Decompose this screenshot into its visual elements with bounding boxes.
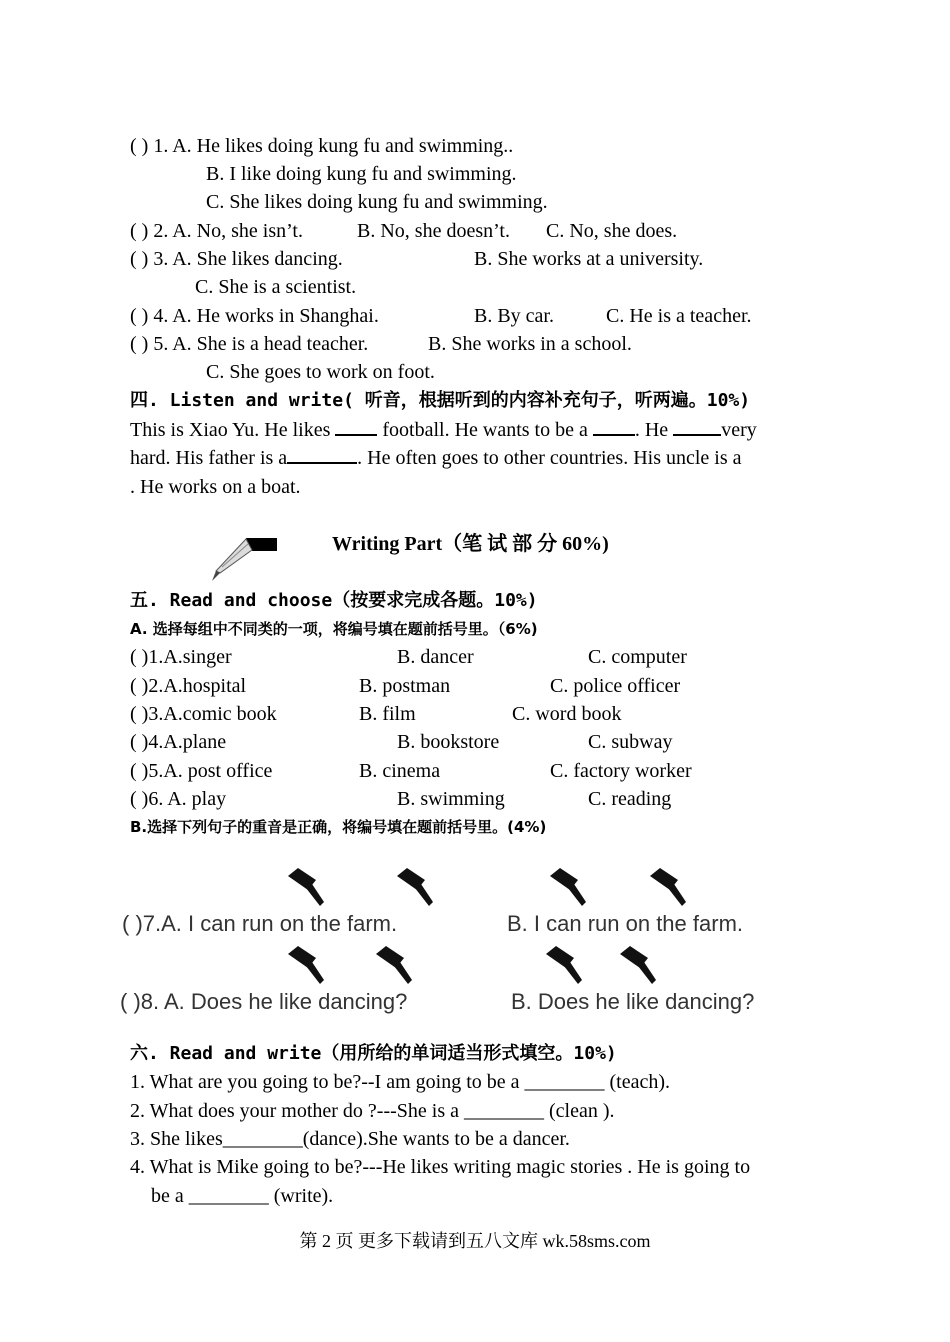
choose-row-3-a: ( )3.A.comic book [130, 703, 277, 725]
section4-heading: 四. Listen and write( 听音，根据听到的内容补充句子，听两遍。10%) [130, 390, 751, 411]
q7-option-b: B. I can run on the farm. [507, 911, 744, 936]
page-footer: 第 2 页 更多下载请到五八文库 wk.58sms.com [299, 1231, 651, 1251]
q1-option-b: B. I like doing kung fu and swimming. [206, 163, 517, 185]
choose-row-2-a: ( )2.A.hospital [130, 675, 247, 697]
q7-option-a: ( )7.A. I can run on the farm. [122, 911, 398, 936]
section6-heading: 六. Read and write（用所给的单词适当形式填空。10%) [130, 1043, 617, 1064]
q3-option-a: ( ) 3. A. She likes dancing. [130, 248, 343, 270]
pen-icon [208, 535, 280, 583]
q1-option-c: C. She likes doing kung fu and swimming. [206, 191, 548, 213]
section6-line4: 4. What is Mike going to be?---He likes writing magic stories . He is going to [130, 1156, 751, 1178]
choose-row-6-c: C. reading [588, 788, 672, 810]
section4-line2: hard. His father is a . He often goes to other countries. His uncle is a [130, 444, 822, 473]
stress-mark-icon [284, 866, 326, 908]
section6-line2: 2. What does your mother do ?---She is a ________ (clean ). [130, 1100, 615, 1122]
q2-option-c: C. No, she does. [546, 220, 678, 242]
stress-mark-icon [284, 944, 326, 986]
section4-line1: This is Xiao Yu. He likes football. He wants to be a . He very [130, 416, 757, 444]
q8-option-b: B. Does he like dancing? [511, 989, 755, 1014]
stress-mark-icon [393, 866, 435, 908]
choose-row-5-b: B. cinema [359, 760, 441, 782]
section5-part-b: B.选择下列句子的重音是正确，将编号填在题前括号里。(4%) [130, 818, 547, 836]
choose-row-6-b: B. swimming [397, 788, 505, 810]
choose-row-2-b: B. postman [359, 675, 451, 697]
blank[interactable] [287, 444, 357, 464]
choose-row-1-b: B. dancer [397, 646, 474, 668]
choose-row-3-c: C. word book [512, 703, 622, 725]
q4-option-a: ( ) 4. A. He works in Shanghai. [130, 305, 379, 327]
choose-row-5-c: C. factory worker [550, 760, 692, 782]
choose-row-1-c: C. computer [588, 646, 687, 668]
stress-mark-icon [542, 944, 584, 986]
section6-line3: 3. She likes________(dance).She wants to be a dancer. [130, 1128, 570, 1150]
stress-mark-icon [546, 866, 588, 908]
q2-option-a: ( ) 2. A. No, she isn’t. [130, 220, 303, 242]
stress-mark-icon [646, 866, 688, 908]
blank[interactable] [593, 416, 635, 436]
choose-row-4-c: C. subway [588, 731, 673, 753]
section6-line5: be a ________ (write). [151, 1185, 334, 1207]
q5-option-c: C. She goes to work on foot. [206, 361, 435, 383]
choose-row-6-a: ( )6. A. play [130, 788, 227, 810]
choose-row-4-a: ( )4.A.plane [130, 731, 227, 753]
q1-option-a: ( ) 1. A. He likes doing kung fu and swimming.. [130, 135, 514, 157]
q2-option-b: B. No, she doesn’t. [357, 220, 510, 242]
blank[interactable] [673, 416, 721, 436]
section5-heading: 五. Read and choose（按要求完成各题。10%) [130, 590, 538, 611]
stress-mark-icon [616, 944, 658, 986]
blank[interactable] [335, 416, 377, 436]
choose-row-2-c: C. police officer [550, 675, 681, 697]
q4-option-c: C. He is a teacher. [606, 305, 752, 327]
section5-part-a: A. 选择每组中不同类的一项，将编号填在题前括号里。（6%) [130, 620, 538, 638]
choose-row-4-b: B. bookstore [397, 731, 500, 753]
q8-option-a: ( )8. A. Does he like dancing? [120, 989, 408, 1014]
section6-line1: 1. What are you going to be?--I am going to be a ________ (teach). [130, 1071, 671, 1093]
q5-option-a: ( ) 5. A. She is a head teacher. [130, 333, 369, 355]
writing-part-title: Writing Part（笔 试 部 分 60%) [332, 533, 609, 555]
q4-option-b: B. By car. [474, 305, 554, 327]
section4-line3: . He works on a boat. [130, 476, 301, 498]
q5-option-b: B. She works in a school. [428, 333, 632, 355]
choose-row-5-a: ( )5.A. post office [130, 760, 273, 782]
stress-mark-icon [372, 944, 414, 986]
choose-row-1-a: ( )1.A.singer [130, 646, 232, 668]
q3-option-b: B. She works at a university. [474, 248, 704, 270]
q3-option-c: C. She is a scientist. [195, 276, 357, 298]
choose-row-3-b: B. film [359, 703, 416, 725]
